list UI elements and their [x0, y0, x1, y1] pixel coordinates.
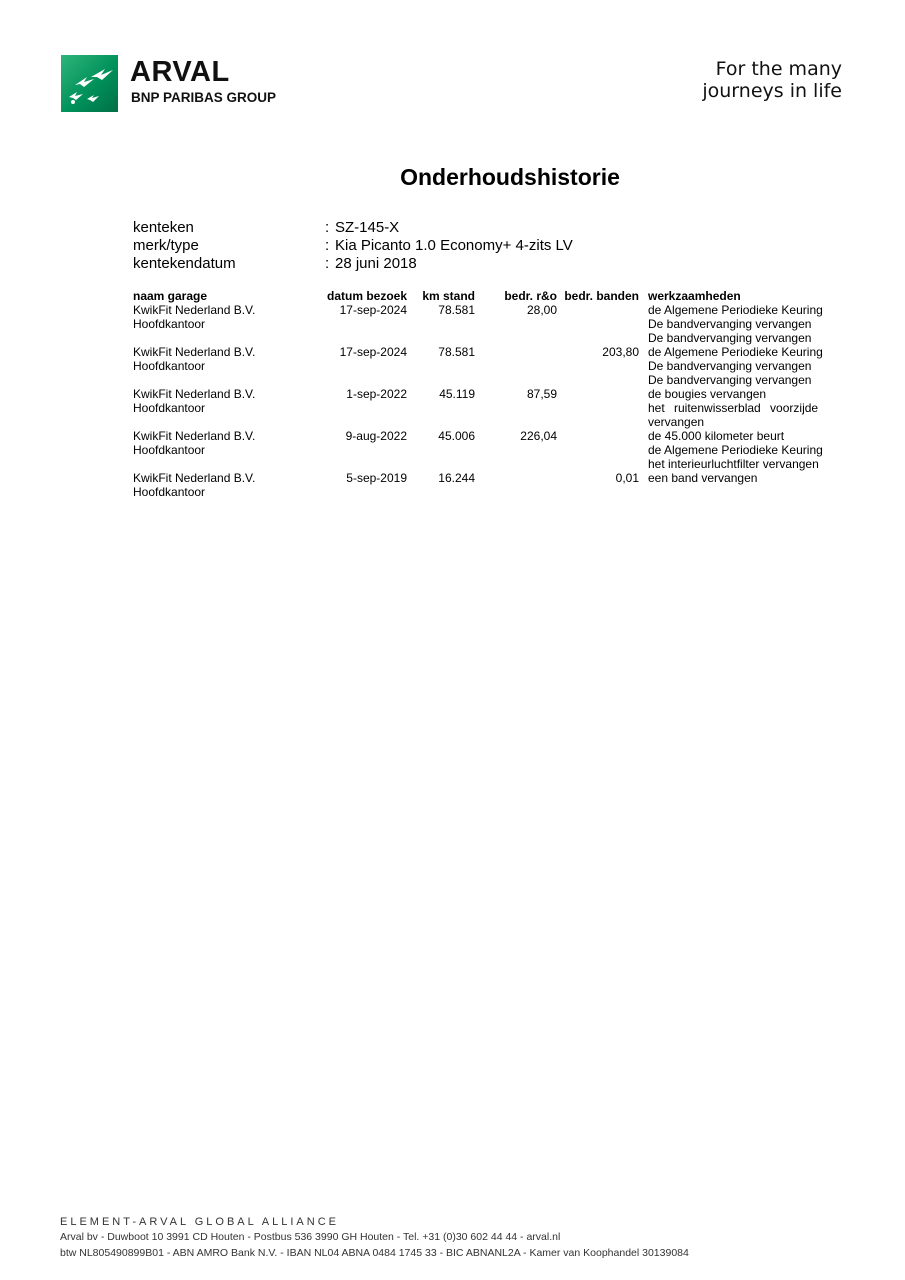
km-reading: 78.581: [438, 303, 475, 317]
work-line: De bandvervanging vervangen: [648, 331, 812, 345]
work-line: de Algemene Periodieke Keuring: [648, 443, 823, 457]
work-line: vervangen: [648, 415, 705, 429]
info-label: merk/type: [133, 237, 199, 254]
garage-name: KwikFit Nederland B.V.: [133, 345, 256, 359]
header-garage: naam garage: [133, 289, 208, 303]
info-colon: :: [325, 219, 330, 236]
km-reading: 16.244: [438, 471, 475, 485]
garage-name: KwikFit Nederland B.V.: [133, 471, 256, 485]
work-line: de 45.000 kilometer beurt: [648, 429, 785, 443]
info-colon: :: [325, 255, 330, 272]
work-line: De bandvervanging vervangen: [648, 373, 812, 387]
info-label: kenteken: [133, 219, 194, 236]
visit-date: 1-sep-2022: [346, 387, 407, 401]
footer-address: Arval bv - Duwboot 10 3991 CD Houten - Postbus 536 3990 GH Houten - Tel. +31 (0)30 602 44 44 - arval.nl: [60, 1231, 561, 1243]
brand-name: ARVAL: [130, 56, 230, 88]
garage-branch: Hoofdkantoor: [133, 401, 206, 415]
info-label: kentekendatum: [133, 255, 236, 272]
footer-bank-details: btw NL805490899B01 - ABN AMRO Bank N.V. - IBAN NL04 ABNA 0484 1745 33 - BIC ABNANL2A - Kamer van Koophandel 30139084: [60, 1247, 689, 1259]
arval-logo-mark: [61, 55, 118, 112]
work-line: een band vervangen: [648, 471, 758, 485]
work-line: de bougies vervangen: [648, 387, 767, 401]
garage-name: KwikFit Nederland B.V.: [133, 387, 256, 401]
header-work: werkzaamheden: [648, 289, 741, 303]
tagline-line-2: journeys in life: [702, 80, 842, 102]
work-line: het ruitenwisserblad voorzijde: [648, 401, 819, 415]
footer-alliance: ELEMENT-ARVAL GLOBAL ALLIANCE: [60, 1216, 339, 1228]
work-line: het interieurluchtfilter vervangen: [648, 457, 819, 471]
garage-branch: Hoofdkantoor: [133, 485, 206, 499]
km-reading: 78.581: [438, 345, 475, 359]
km-reading: 45.119: [439, 387, 475, 401]
info-value: Kia Picanto 1.0 Economy+ 4-zits LV: [335, 237, 573, 254]
amount-ro: 28,00: [526, 303, 557, 317]
visit-date: 5-sep-2019: [346, 471, 407, 485]
tagline: [702, 58, 842, 102]
visit-date: 9-aug-2022: [345, 429, 407, 443]
info-value: SZ-145-X: [335, 219, 400, 236]
work-line: de Algemene Periodieke Keuring: [648, 303, 823, 317]
header-date: datum bezoek: [326, 289, 407, 303]
work-line: de Algemene Periodieke Keuring: [648, 345, 823, 359]
amount-tires: 0,01: [615, 471, 639, 485]
km-reading: 45.006: [438, 429, 475, 443]
garage-branch: Hoofdkantoor: [133, 359, 206, 373]
page-title: Onderhoudshistorie: [400, 164, 620, 190]
visit-date: 17-sep-2024: [339, 303, 407, 317]
header-km: km stand: [422, 289, 475, 303]
garage-name: KwikFit Nederland B.V.: [133, 429, 256, 443]
visit-date: 17-sep-2024: [339, 345, 407, 359]
birds-icon: [61, 55, 118, 112]
info-value: 28 juni 2018: [335, 255, 417, 272]
garage-branch: Hoofdkantoor: [133, 317, 206, 331]
garage-name: KwikFit Nederland B.V.: [133, 303, 256, 317]
amount-ro: 226,04: [520, 429, 557, 443]
header-ro: bedr. r&o: [504, 289, 557, 303]
work-line: De bandvervanging vervangen: [648, 317, 812, 331]
tagline-line-1: For the many: [715, 58, 842, 80]
garage-branch: Hoofdkantoor: [133, 443, 206, 457]
amount-tires: 203,80: [602, 345, 639, 359]
brand-group: BNP PARIBAS GROUP: [131, 90, 277, 105]
info-colon: :: [325, 237, 330, 254]
header-tires: bedr. banden: [564, 289, 639, 303]
work-line: De bandvervanging vervangen: [648, 359, 812, 373]
amount-ro: 87,59: [526, 387, 557, 401]
